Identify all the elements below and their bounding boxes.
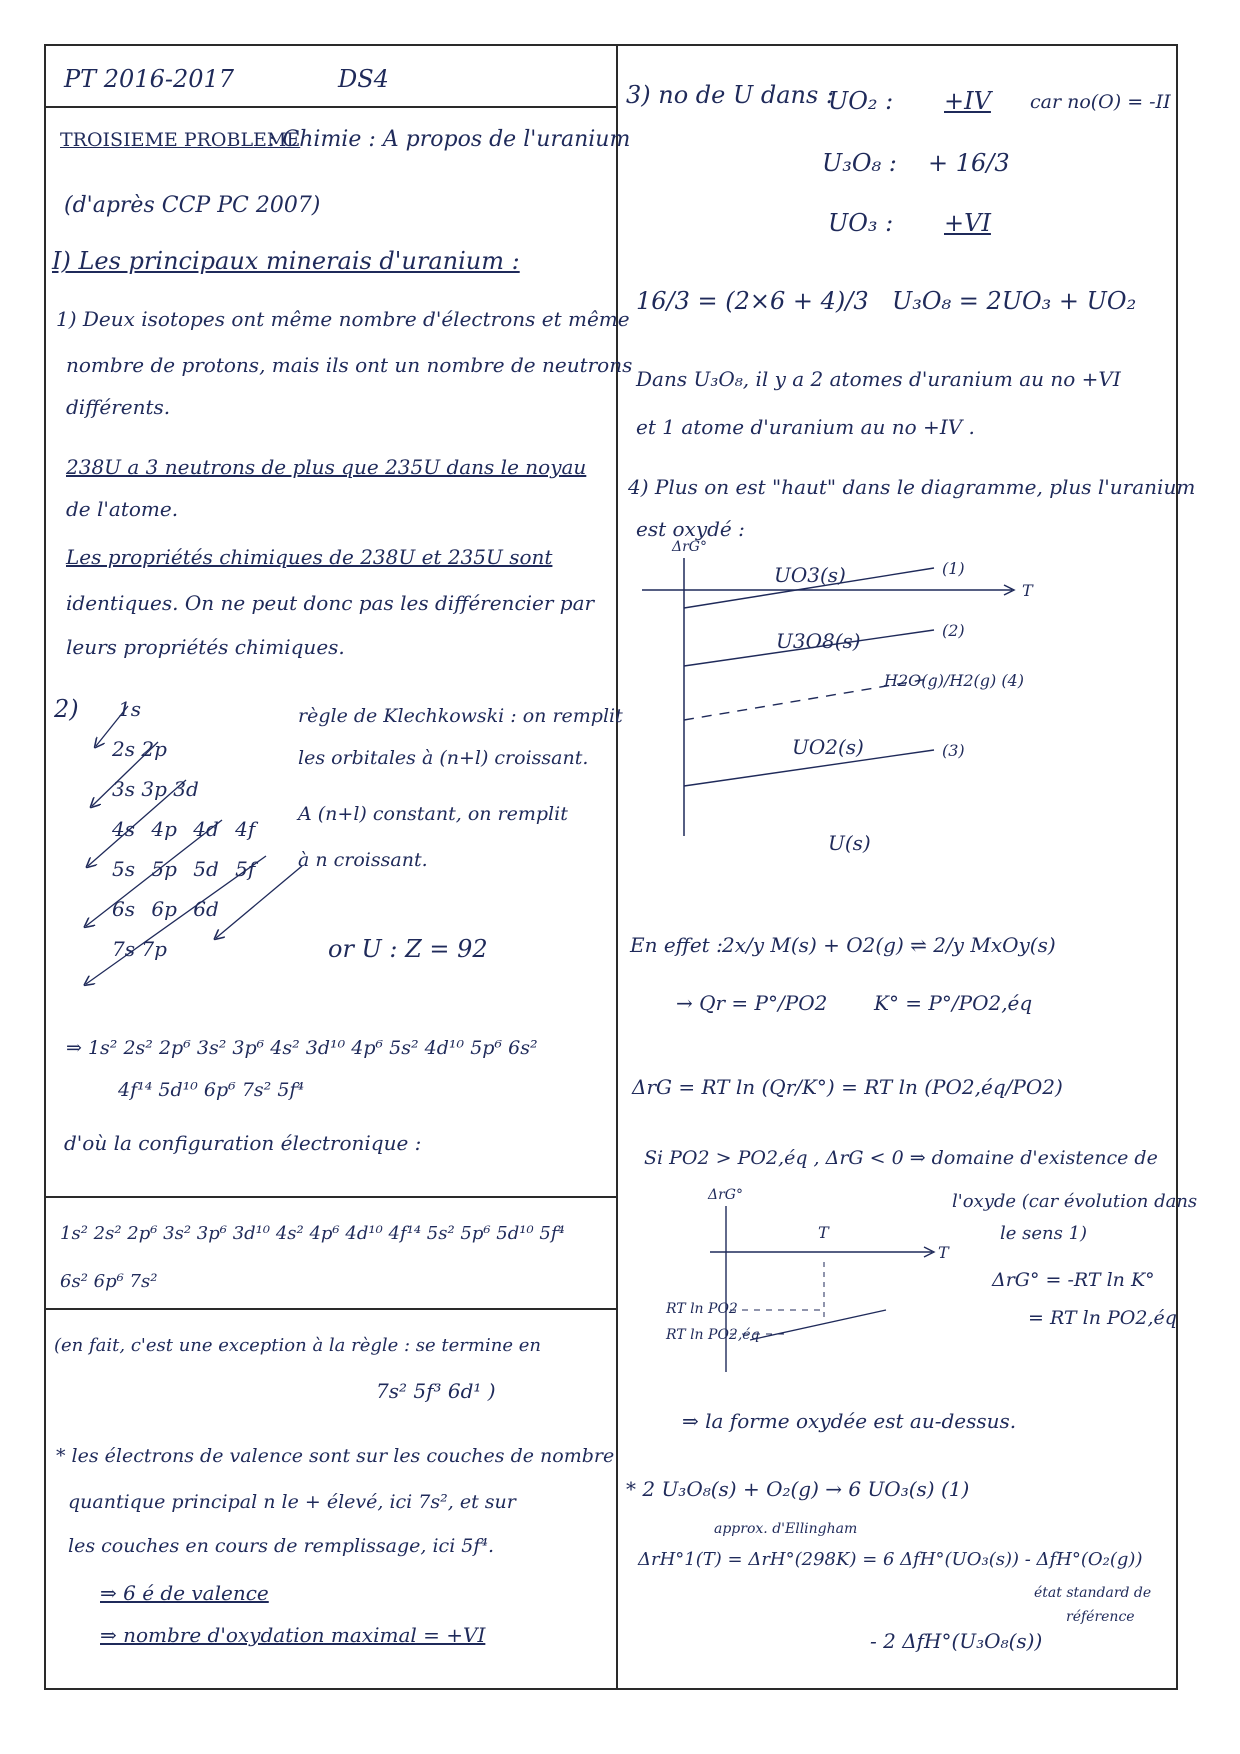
- course-label: PT 2016-2017: [64, 65, 235, 93]
- q3-intro: 3) no de U dans :: [626, 81, 835, 109]
- problem-source: (d'après CCP PC 2007): [64, 193, 321, 218]
- exam-label: DS4: [338, 65, 389, 93]
- k-expression: K° = P°/PO2,éq: [874, 991, 1033, 1015]
- si-line-2: l'oxyde (car évolution dans: [952, 1191, 1198, 1212]
- q1-line-4: 238U a 3 neutrons de plus que 235U dans le noyau: [66, 455, 587, 479]
- uranium-z: or U : Z = 92: [328, 935, 488, 963]
- tag-line-4: H2O(g)/H2(g) (4): [884, 671, 1024, 690]
- label-u: U(s): [828, 831, 871, 855]
- si-line-3: le sens 1): [1000, 1223, 1088, 1244]
- answer-sheet: [44, 44, 1198, 1690]
- q1-line-3: différents.: [66, 395, 171, 419]
- enthalpy-line: ΔrH°1(T) = ΔrH°(298K) = 6 ΔfH°(UO₃(s)) - ΔfH°(O₂(g)): [638, 1549, 1143, 1570]
- oxide-uo2-no: +IV: [944, 87, 991, 115]
- valence-result: ⇒ 6 é de valence: [100, 1581, 269, 1605]
- problem-heading: TROISIEME PROBLEME: [60, 129, 301, 151]
- column-divider: [616, 46, 618, 1688]
- ref-note-2: référence: [1066, 1609, 1135, 1625]
- q1-line-6: Les propriétés chimiques de 238U et 235U sont: [66, 545, 553, 569]
- filling-line-2: 4f¹⁴ 5d¹⁰ 6p⁶ 7s² 5f⁴: [118, 1079, 305, 1101]
- rule-line-1: règle de Klechkowski : on remplit: [298, 705, 623, 727]
- q-expression: → Qr = P°/PO2: [676, 991, 828, 1015]
- small-tick-t: T: [818, 1223, 829, 1242]
- oxide-u3o8: U₃O₈ :: [822, 149, 897, 177]
- rule-line-3: A (n+l) constant, on remplit: [298, 803, 568, 825]
- oxide-uo3: UO₃ :: [828, 209, 894, 237]
- label-uo2: UO2(s): [792, 735, 864, 759]
- oxygen-no-note: car no(O) = -II: [1030, 91, 1171, 113]
- config-line-1: 1s² 2s² 2p⁶ 3s² 3p⁶ 3d¹⁰ 4s² 4p⁶ 4d¹⁰ 4f¹⁴ 5s² 5p⁶ 5d¹⁰ 5f⁴: [60, 1223, 565, 1244]
- tag-line-3: (3): [942, 741, 965, 760]
- conclusion: ⇒ la forme oxydée est au-dessus.: [682, 1409, 1017, 1433]
- config-line-2: 6s² 6p⁶ 7s²: [60, 1271, 158, 1292]
- oxide-u3o8-no: + 16/3: [928, 149, 1010, 177]
- dg0-line-1: ΔrG° = -RT ln K°: [992, 1269, 1155, 1291]
- klechkowski-row-4: 4s 4p 4d 4f: [112, 817, 256, 841]
- small-equilibrium-line: [750, 1310, 886, 1340]
- si-line-1: Si PO2 > PO2,éq , ΔrG < 0 ⇒ domaine d'existence de: [644, 1147, 1158, 1169]
- q1-line-7: identiques. On ne peut donc pas les différencier par: [66, 591, 595, 615]
- part1-heading: I) Les principaux minerais d'uranium :: [52, 247, 520, 275]
- effet-label: En effet :: [630, 933, 723, 957]
- q4-intro-line-2: est oxydé :: [636, 517, 745, 541]
- max-oxidation: ⇒ nombre d'oxydation maximal = +VI: [100, 1623, 486, 1647]
- diagram-xlabel: T: [1022, 581, 1033, 600]
- q4-intro-line-1: 4) Plus on est "haut" dans le diagramme, plus l'uranium: [628, 475, 1196, 499]
- klechkowski-row-6: 6s 6p 6d: [112, 897, 219, 921]
- ellingham-diagram: [632, 546, 1072, 846]
- valence-line-2: quantique principal n le + élevé, ici 7s², et sur: [68, 1491, 516, 1513]
- oxide-uo3-no: +VI: [944, 209, 991, 237]
- klechkowski-row-2: 2s 2p: [112, 737, 167, 761]
- enthalpy-end: - 2 ΔfH°(U₃O₈(s)): [870, 1629, 1043, 1653]
- q3-dans-line-1: Dans U₃O₈, il y a 2 atomes d'uranium au no +VI: [636, 367, 1121, 391]
- oxide-uo2: UO₂ :: [828, 87, 894, 115]
- small-y1: RT ln PO2: [666, 1301, 738, 1317]
- ref-note-1: état standard de: [1034, 1585, 1152, 1601]
- reaction-1: * 2 U₃O₈(s) + O₂(g) → 6 UO₃(s) (1): [626, 1477, 970, 1501]
- small-ylabel: ΔrG°: [708, 1187, 743, 1203]
- label-u3o8: U3O8(s): [776, 629, 861, 653]
- config-intro: d'où la configuration électronique :: [64, 1131, 422, 1155]
- diagram-ylabel: ΔrG°: [672, 539, 707, 555]
- rule-line-4: à n croissant.: [298, 849, 428, 871]
- q1-line-5: de l'atome.: [66, 497, 179, 521]
- q3-calc-left: 16/3 = (2×6 + 4)/3: [636, 287, 869, 315]
- label-uo3: UO3(s): [774, 563, 846, 587]
- config-top-rule: [46, 1196, 616, 1198]
- klechkowski-row-7: 7s 7p: [112, 937, 167, 961]
- effet-equation: 2x/y M(s) + O2(g) ⇌ 2/y MxOy(s): [722, 933, 1056, 957]
- approx-ellingham: approx. d'Ellingham: [714, 1521, 858, 1537]
- q1-line-1: 1) Deux isotopes ont même nombre d'électrons et même: [56, 307, 630, 331]
- exception-line-1: (en fait, c'est une exception à la règle : se termine en: [54, 1335, 541, 1356]
- q3-calc-right: U₃O₈ = 2UO₃ + UO₂: [892, 287, 1137, 315]
- small-y2: RT ln PO2,éq: [666, 1327, 760, 1343]
- q1-line-8: leurs propriétés chimiques.: [66, 635, 345, 659]
- dg0-line-2: = RT ln PO2,éq: [1028, 1307, 1177, 1329]
- dg-expression: ΔrG = RT ln (Qr/K°) = RT ln (PO2,éq/PO2): [632, 1075, 1063, 1099]
- config-bottom-rule: [46, 1308, 616, 1310]
- valence-line-3: les couches en cours de remplissage, ici 5f⁴.: [68, 1535, 495, 1557]
- tag-line-1: (1): [942, 559, 965, 578]
- filling-line-1: ⇒ 1s² 2s² 2p⁶ 3s² 3p⁶ 4s² 3d¹⁰ 4p⁶ 5s² 4d¹⁰ 5p⁶ 6s²: [66, 1037, 538, 1059]
- problem-subject: : Chimie : A propos de l'uranium: [268, 127, 631, 152]
- q1-line-2: nombre de protons, mais ils ont un nombre de neutrons: [66, 353, 633, 377]
- valence-line-1: * les électrons de valence sont sur les couches de nombre: [56, 1445, 615, 1467]
- exception-line-2: 7s² 5f³ 6d¹ ): [376, 1379, 496, 1403]
- klechkowski-arrows: [46, 46, 616, 1046]
- klechkowski-row-3: 3s 3p 3d: [112, 777, 199, 801]
- klechkowski-row-1: 1s: [118, 697, 141, 721]
- q2-label: 2): [54, 695, 79, 723]
- tag-line-2: (2): [942, 621, 965, 640]
- rule-line-2: les orbitales à (n+l) croissant.: [298, 747, 589, 769]
- small-xlabel: T: [938, 1243, 949, 1262]
- klechkowski-row-5: 5s 5p 5d 5f: [112, 857, 256, 881]
- q3-dans-line-2: et 1 atome d'uranium au no +IV .: [636, 415, 975, 439]
